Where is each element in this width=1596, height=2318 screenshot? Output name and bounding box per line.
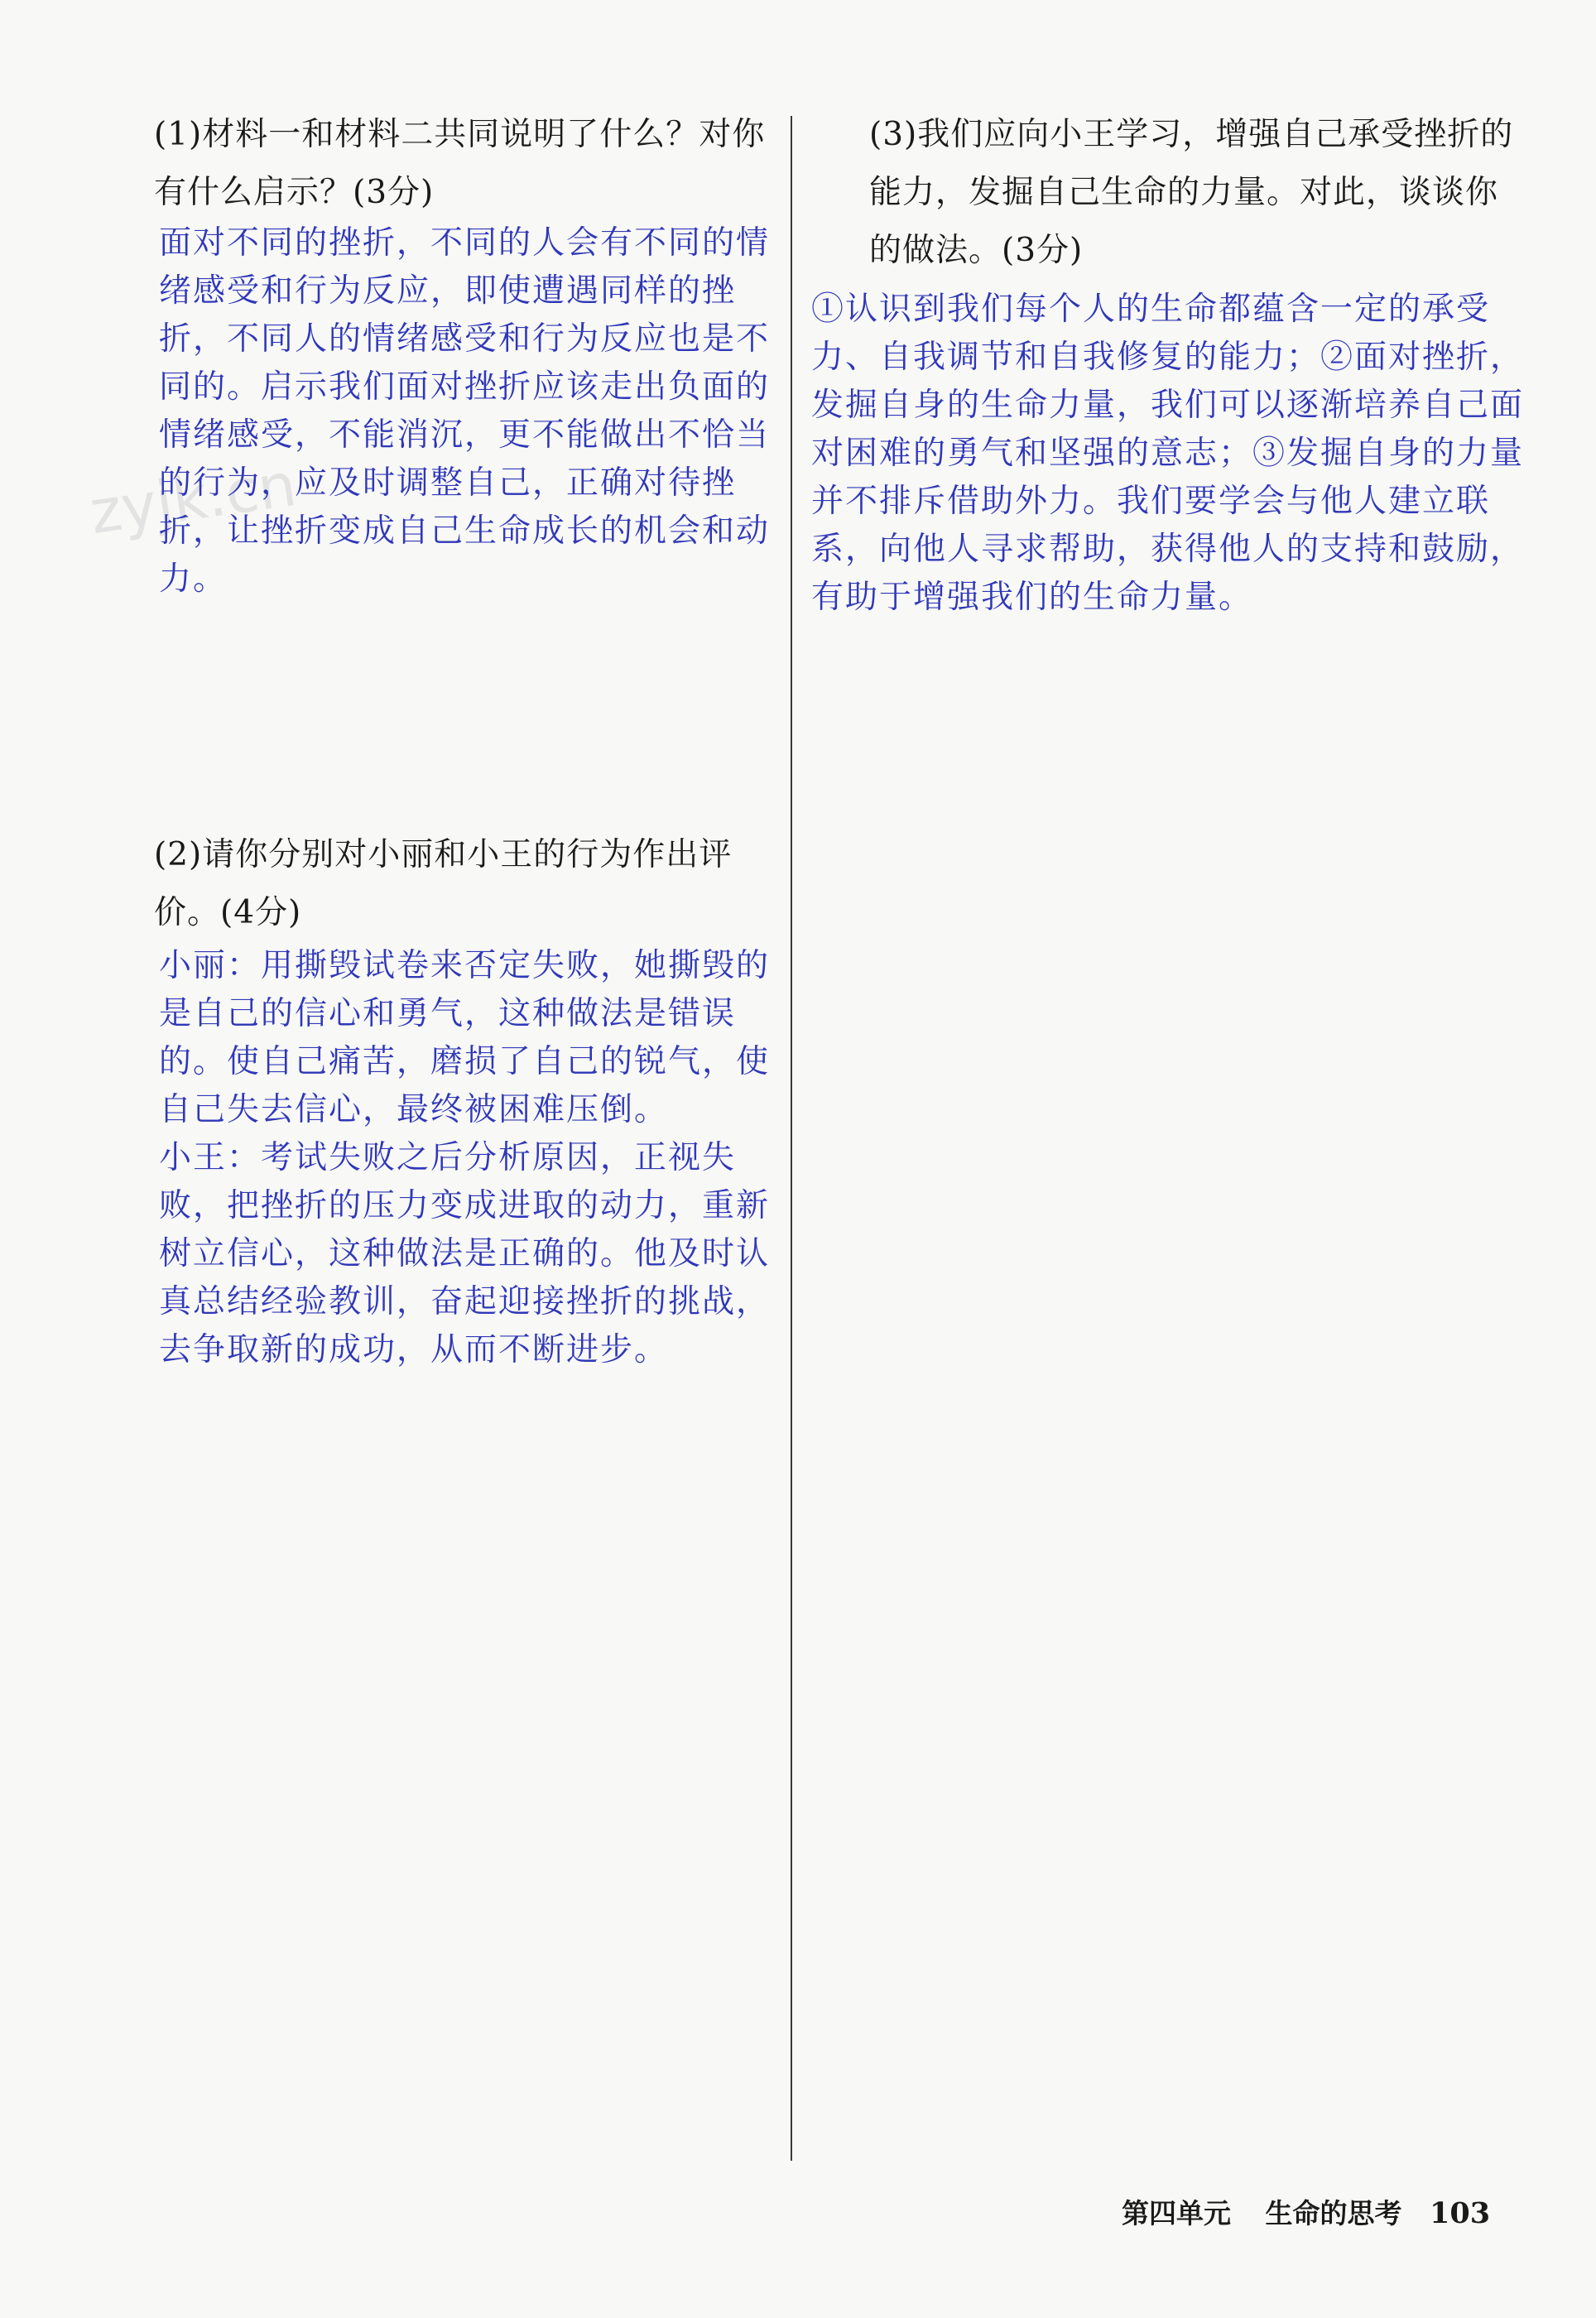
watermark: zyjk.cn <box>85 449 300 548</box>
answer-2-xiaowang: 小王：考试失败之后分析原因，正视失败，把挫折的压力变成进取的动力，重新树立信心，这种做法是正确的。他及时认真总结经验教训，奋起迎接挫折的挑战，去争取新的成功，从而不断进步。 <box>159 1139 771 1368</box>
column-divider <box>791 116 792 2161</box>
footer-unit: 第四单元 <box>1122 2197 1231 2229</box>
answer-2 <box>159 942 788 1374</box>
question-2: (2)请你分别对小丽和小王的行为作出评价。(4分) <box>154 836 733 931</box>
answer-1: 面对不同的挫折，不同的人会有不同的情绪感受和行为反应，即使遭遇同样的挫折，不同人的情绪感受和行为反应也是不同的。启示我们面对挫折应该走出负面的情绪感受，不能消沉，更不能做出不恰当的行为，应及时调整自己，正确对待挫折，让挫折变成自己生命成长的机会和动力。 <box>159 224 771 598</box>
page-footer <box>1122 2192 1490 2231</box>
footer-title: 生命的思考 <box>1265 2197 1402 2229</box>
question-1: (1)材料一和材料二共同说明了什么？对你有什么启示？(3分) <box>154 116 766 211</box>
question-3: (3)我们应向小王学习，增强自己承受挫折的能力，发掘自己生命的力量。对此，谈谈你的做法。(3分) <box>869 116 1514 269</box>
answer-3: ①认识到我们每个人的生命都蕴含一定的承受力、自我调节和自我修复的能力；②面对挫折，发掘自身的生命力量，我们可以逐渐培养自己面对困难的勇气和坚强的意志；③发掘自身的力量并不排斥借助外力。我们要学会与他人建立联系，向他人寻求帮助，获得他人的支持和鼓励，有助于增强我们的生命力量。 <box>811 291 1525 616</box>
answer-2-xiaoli: 小丽：用撕毁试卷来否定失败，她撕毁的是自己的信心和勇气，这种做法是错误的。使自己痛苦，磨损了自己的锐气，使自己失去信心，最终被困难压倒。 <box>159 947 771 1128</box>
page-number: 103 <box>1430 2196 1491 2230</box>
